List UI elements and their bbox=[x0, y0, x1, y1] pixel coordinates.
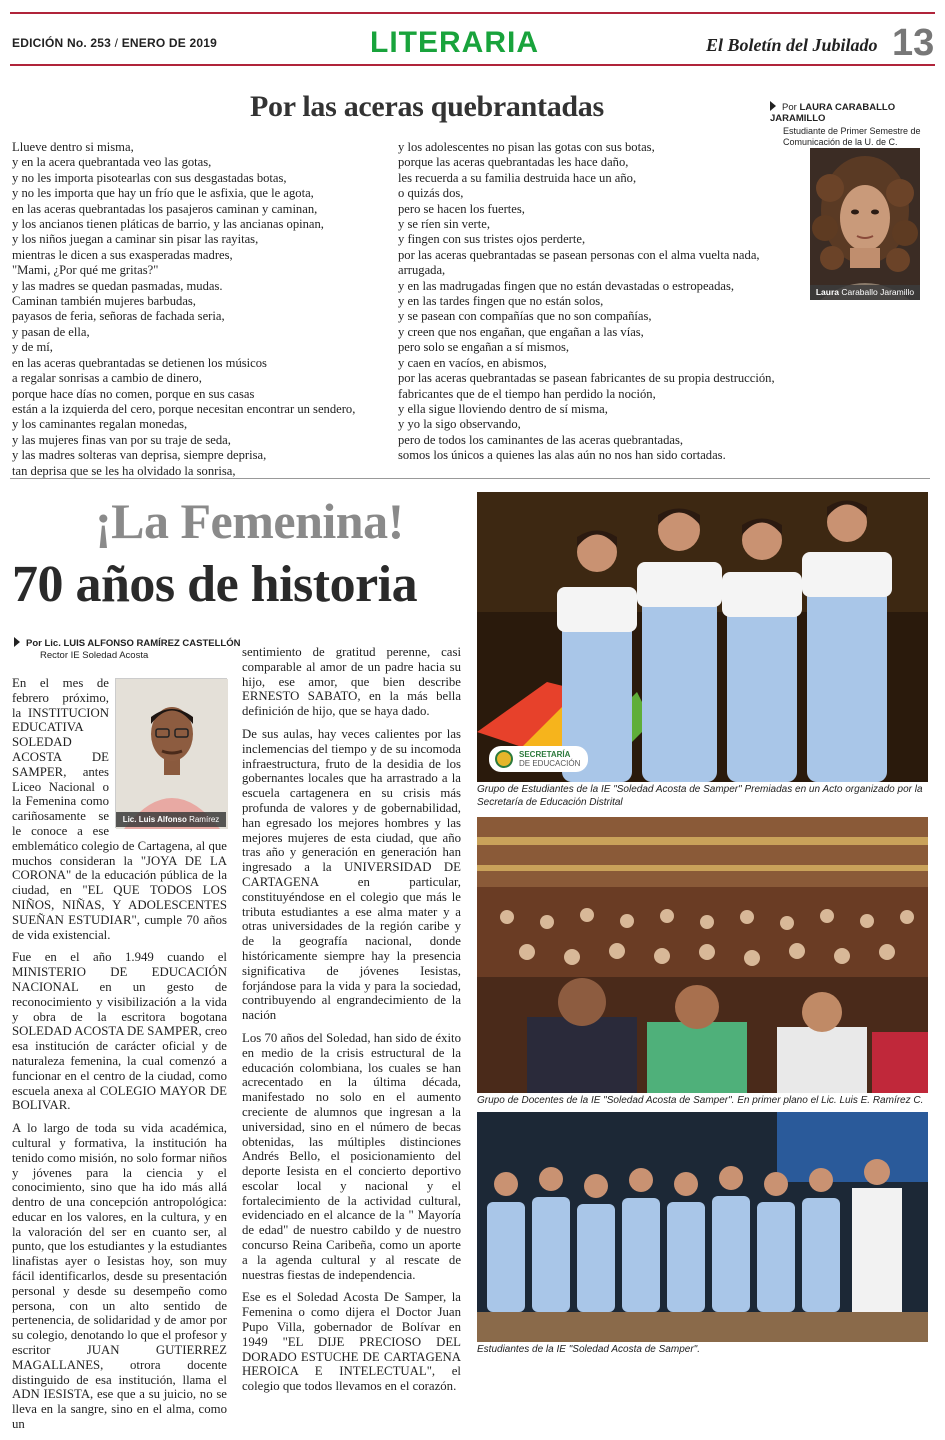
photo-caption-2: Grupo de Docentes de la IE "Soledad Acosta de Samper". En primer plano el Lic. Luis E. Ramírez C. bbox=[477, 1095, 924, 1106]
poem-line: por las aceras quebrantadas se pasean personas con el alma vuelta nada, bbox=[398, 247, 760, 262]
article-title: ¡La Femenina! bbox=[95, 493, 404, 549]
poem-line: y no les importa que hay un frío que le asfixia, que le agota, bbox=[12, 186, 314, 201]
poem-author-name: LAURA CARABALLO JARAMILLO bbox=[770, 102, 896, 124]
header-top-rule bbox=[10, 12, 935, 14]
laura-photo-caption bbox=[810, 285, 920, 300]
poem-line: por las aceras quebrantadas se pasean fabricantes de su propia destrucción, bbox=[398, 371, 775, 386]
poem-line: les recuerda a su familia destruida hace un año, bbox=[398, 170, 637, 185]
poem-line: somos los únicos a quienes las alas aún no nos han sido cortadas. bbox=[398, 448, 726, 463]
poem-line: mientras le dicen a sus exasperadas madres, bbox=[12, 247, 233, 262]
poem-line: y de mí, bbox=[12, 340, 53, 355]
poem-line: y creen que nos engañan, que engañan a las vías, bbox=[398, 324, 644, 339]
poem-line: tan deprisa que se les ha olvidado la sonrisa, bbox=[12, 463, 236, 478]
poem-line: porque hace días no comen, porque en sus casas bbox=[12, 386, 255, 401]
poem-line: porque las aceras quebrantadas les hace daño, bbox=[398, 155, 629, 170]
poem-line: en las aceras quebrantadas se detienen los músicos bbox=[12, 355, 267, 370]
logo-line-2: DE EDUCACIÓN bbox=[519, 759, 581, 768]
section-divider bbox=[10, 478, 930, 479]
poem-line: y los niños juegan a caminar sin pisar las rayitas, bbox=[12, 232, 259, 247]
article-paragraph: Los 70 años del Soledad, han sido de éxito en medio de la crisis estructural de la educación colombiana, los cuales se han acrecentado en la última década, manifestado no solo en el aumento creciente de alumnos que ingresan a la universidad, sino en el número de becas obtenidas, las múltiples distinciones Andrés Bello, el posicionamiento del deporte Iesista en el concierto deportivo escolar local y nacional y el fortalecimiento de la actividad cultural, evidenciado en el alcance de la " Mayoría de edad" de nuestro cabildo y de nuestro concurso Reina Caribeña, como un aporte a la agenda cultural y al rescate de nuestras fiestas de independencia. bbox=[242, 1030, 461, 1282]
poem-column-2 bbox=[398, 140, 808, 464]
poem-line: y se pasean con compañías que no son compañías, bbox=[398, 309, 652, 324]
article-paragraph: En el mes de febrero próximo, la INSTITUCION EDUCATIVA SOLEDAD ACOSTA DE SAMPER, antes Liceo Nacional o la Femenina como cariñosamente se le conoce a ese emblemático colegio de Cartagena, al que muchos consideran la "JOYA DE LA CORONA" de la educación pública de la ciudad, en "EL QUE TODOS LOS NIÑOS, NIÑAS, Y ADOLESCENTES SUEÑAN ESTUDIAR", cumple 70 años de vida existencial. bbox=[12, 676, 227, 942]
poem-line: y las madres solteras van deprisa, siempre deprisa, bbox=[12, 448, 267, 463]
poem-line: y no les importa pisotearlas con sus desgastadas botas, bbox=[12, 170, 287, 185]
page-number: 13 bbox=[892, 22, 935, 64]
article-paragraph: Fue en el año 1.949 cuando el MINISTERIO DE EDUCACIÓN NACIONAL en un gesto de reconocimiento y visibilización a la vida y obra de la escritora bogotana SOLEDAD ACOSTA DE SAMPER, creo esa institución de carácter oficial y de naturaleza femenina, la cual comenzó a funcionar en el centro de la ciudad, como escuela anexa al COLEGIO MAYOR DE BOLIVAR. bbox=[12, 950, 227, 1113]
photo-teachers-theater bbox=[477, 817, 928, 1093]
article-author-role: Rector IE Soledad Acosta bbox=[40, 650, 149, 661]
poem-line: y fingen con sus tristes ojos perderte, bbox=[398, 232, 586, 247]
article-subtitle: 70 años de historia bbox=[12, 556, 418, 613]
poem-line: "Mami, ¿Por qué me gritas?" bbox=[12, 263, 159, 278]
poem-line: y los ancianos tienen pláticas de barrio, y las ancianas opinan, bbox=[12, 217, 324, 232]
poem-line: y las mujeres finas van por su traje de seda, bbox=[12, 432, 231, 447]
poem-line: y los caminantes regalan monedas, bbox=[12, 417, 188, 432]
article-paragraph: Ese es el Soledad Acosta De Samper, la Femenina o como dijera el Doctor Juan Pupo Villa, gobernador de Bolívar en 1949 "EL DIJE PRECIOSO DEL DORADO ESTUCHE DE CARTAGENA HEROICA E INTELECTUAL", el colegio que todos llevamos en el corazón. bbox=[242, 1290, 461, 1394]
edition-info bbox=[12, 36, 217, 50]
header-bottom-rule bbox=[10, 64, 935, 66]
photo-caption-1: Grupo de Estudiantes de la IE "Soledad Acosta de Samper" Premiadas en un Acto organizado por la Secretaría de Educación Distrital bbox=[477, 784, 923, 808]
poem-line: y los adolescentes no pisan las gotas con sus botas, bbox=[398, 140, 655, 154]
article-paragraph: sentimiento de gratitud perenne, casi comparable al amor de un padre hacia su hijo, ese amor, que bien describe ERNESTO SABATO, en la más bella definición de hijo, que se haya dado. bbox=[242, 645, 461, 719]
poem-line: o quizás dos, bbox=[398, 186, 464, 201]
article-author-prefix: Por Lic. bbox=[26, 638, 61, 649]
poem-title: Por las aceras quebrantadas bbox=[250, 90, 604, 123]
article-column-2 bbox=[242, 645, 461, 1402]
article-byline bbox=[14, 637, 240, 661]
stage-illustration bbox=[477, 1112, 928, 1342]
poem-line: en las aceras quebrantadas los pasajeros caminan y caminan, bbox=[12, 201, 318, 216]
photo-caption-3: Estudiantes de la IE "Soledad Acosta de Samper". bbox=[477, 1344, 700, 1355]
byline-arrow-icon bbox=[770, 101, 776, 111]
article-paragraph: A lo largo de toda su vida académica, cultural y formativa, la institución ha tenido como misión, no solo formar niños y jóvenes para la ciencia y el conocimiento, sino que ha ido más allá dentro de una concepción antropológica: educar en los valores, en la cultura, y en la valoración del ser en cuanto ser, al punto, que los estudiantes y la estudiantes linafistas ayer o Iesistas hoy, son muy fácil identificarlos, desde su presentación personal y desde su desempeño como persona, con un alto sentido de pertenencia, de solidaridad y de amor por su colegio, denotando lo que el profesor y escritor JUAN GUTIERREZ MAGALLANES, otrora docente distinguido de esa institución, llama el ADN IESISTA, ese que a su juicio, no se lleva en la sangre, sino en el alma, como un bbox=[12, 1121, 227, 1432]
poem-column-1 bbox=[12, 140, 392, 479]
laura-caption-first: Laura bbox=[815, 287, 839, 297]
poem-line: fabricantes que de el tiempo han perdido la noción, bbox=[398, 386, 656, 401]
poem-line: pero solo se engañan a sí mismos, bbox=[398, 340, 570, 355]
laura-caption-rest: Caraballo Jaramillo bbox=[841, 287, 915, 297]
poem-line: Caminan también mujeres barbudas, bbox=[12, 294, 196, 309]
poem-line: y en la acera quebrantada veo las gotas, bbox=[12, 155, 212, 170]
poem-author-prefix: Por bbox=[782, 102, 797, 113]
poem-line: pero de todos los caminantes de las aceras quebrantadas, bbox=[398, 432, 684, 447]
seal-icon bbox=[495, 750, 513, 768]
poem-line: y se ríen sin verte, bbox=[398, 217, 490, 232]
theater-illustration bbox=[477, 817, 928, 1093]
poem-line: y yo la sigo observando, bbox=[398, 417, 521, 432]
photo-students-stage bbox=[477, 1112, 928, 1342]
poem-author-role: Estudiante de Primer Semestre de Comunicación de la U. de C. bbox=[783, 126, 921, 147]
poem-line: arrugada, bbox=[398, 263, 446, 278]
poem-line: payasos de feria, señoras de fachada seria, bbox=[12, 309, 225, 324]
article-author-name: LUIS ALFONSO RAMÍREZ CASTELLÓN bbox=[63, 638, 241, 649]
poem-line: a regalar sonrisas a cambio de dinero, bbox=[12, 371, 202, 386]
publication-name: El Boletín del Jubilado bbox=[706, 35, 878, 55]
edition-date: ENERO DE 2019 bbox=[121, 36, 217, 50]
section-title: LITERARIA bbox=[370, 26, 539, 59]
poem-line: y en las tardes fingen que no están solos, bbox=[398, 294, 604, 309]
poem-line: y pasan de ella, bbox=[12, 324, 90, 339]
poem-line: y caen en vacíos, en abismos, bbox=[398, 355, 547, 370]
poem-line: Llueve dentro si misma, bbox=[12, 140, 134, 154]
edition-separator: / bbox=[114, 36, 119, 50]
poem-line: y ella sigue lloviendo dentro de sí misma, bbox=[398, 401, 608, 416]
poem-line: pero se hacen los fuertes, bbox=[398, 201, 525, 216]
edition-number: No. 253 bbox=[66, 36, 112, 50]
author-photo-laura bbox=[810, 148, 920, 300]
photo-wrap-spacer bbox=[115, 676, 227, 826]
rector-caption-first: Lic. Luis Alfonso bbox=[122, 815, 187, 824]
portrait-illustration bbox=[810, 148, 920, 300]
students-illustration bbox=[477, 492, 928, 782]
poem-line: están a la izquierda del cero, porque necesitan encontrar un sendero, bbox=[12, 401, 356, 416]
edition-label: EDICIÓN bbox=[12, 36, 64, 50]
poem-line: y en las madrugadas fingen que no están devastadas o estropeadas, bbox=[398, 278, 735, 293]
article-column-1 bbox=[12, 676, 227, 1440]
poem-line: y las madres se quedan pasmadas, mudas. bbox=[12, 278, 223, 293]
photo-students-awarded bbox=[477, 492, 928, 782]
logo-line-1: SECRETARÍA bbox=[519, 750, 571, 759]
article-paragraph: De sus aulas, hay veces calientes por las inclemencias del tiempo y de su incomoda infraestructura, fruto de la desidia de los gobernantes locales que ha arrastrado a la escuela cartagenera en su crisis más profunda de valores y de gobernabilidad, han egresado los mejores hombres y las mejores mujeres de esta ciudad, que año tras año y generación en generación han ingresado a la UNIVERSIDAD DE CARTAGENA en particular, constituyéndose en el colegio que más le tributa estudiantes a ese alma mater y a otras universidades de la región caribe y de la geografía nacional, donde históricamente siempre hay la presencia significativa de jóvenes Iesistas, forjándose para la vida y para la sociedad, contribuyendo al engrandecimiento de la nación bbox=[242, 726, 461, 1023]
rector-caption-rest: Ramírez Castellón bbox=[154, 815, 220, 839]
secretaria-educacion-logo bbox=[489, 746, 588, 772]
byline-arrow-icon bbox=[14, 637, 20, 647]
